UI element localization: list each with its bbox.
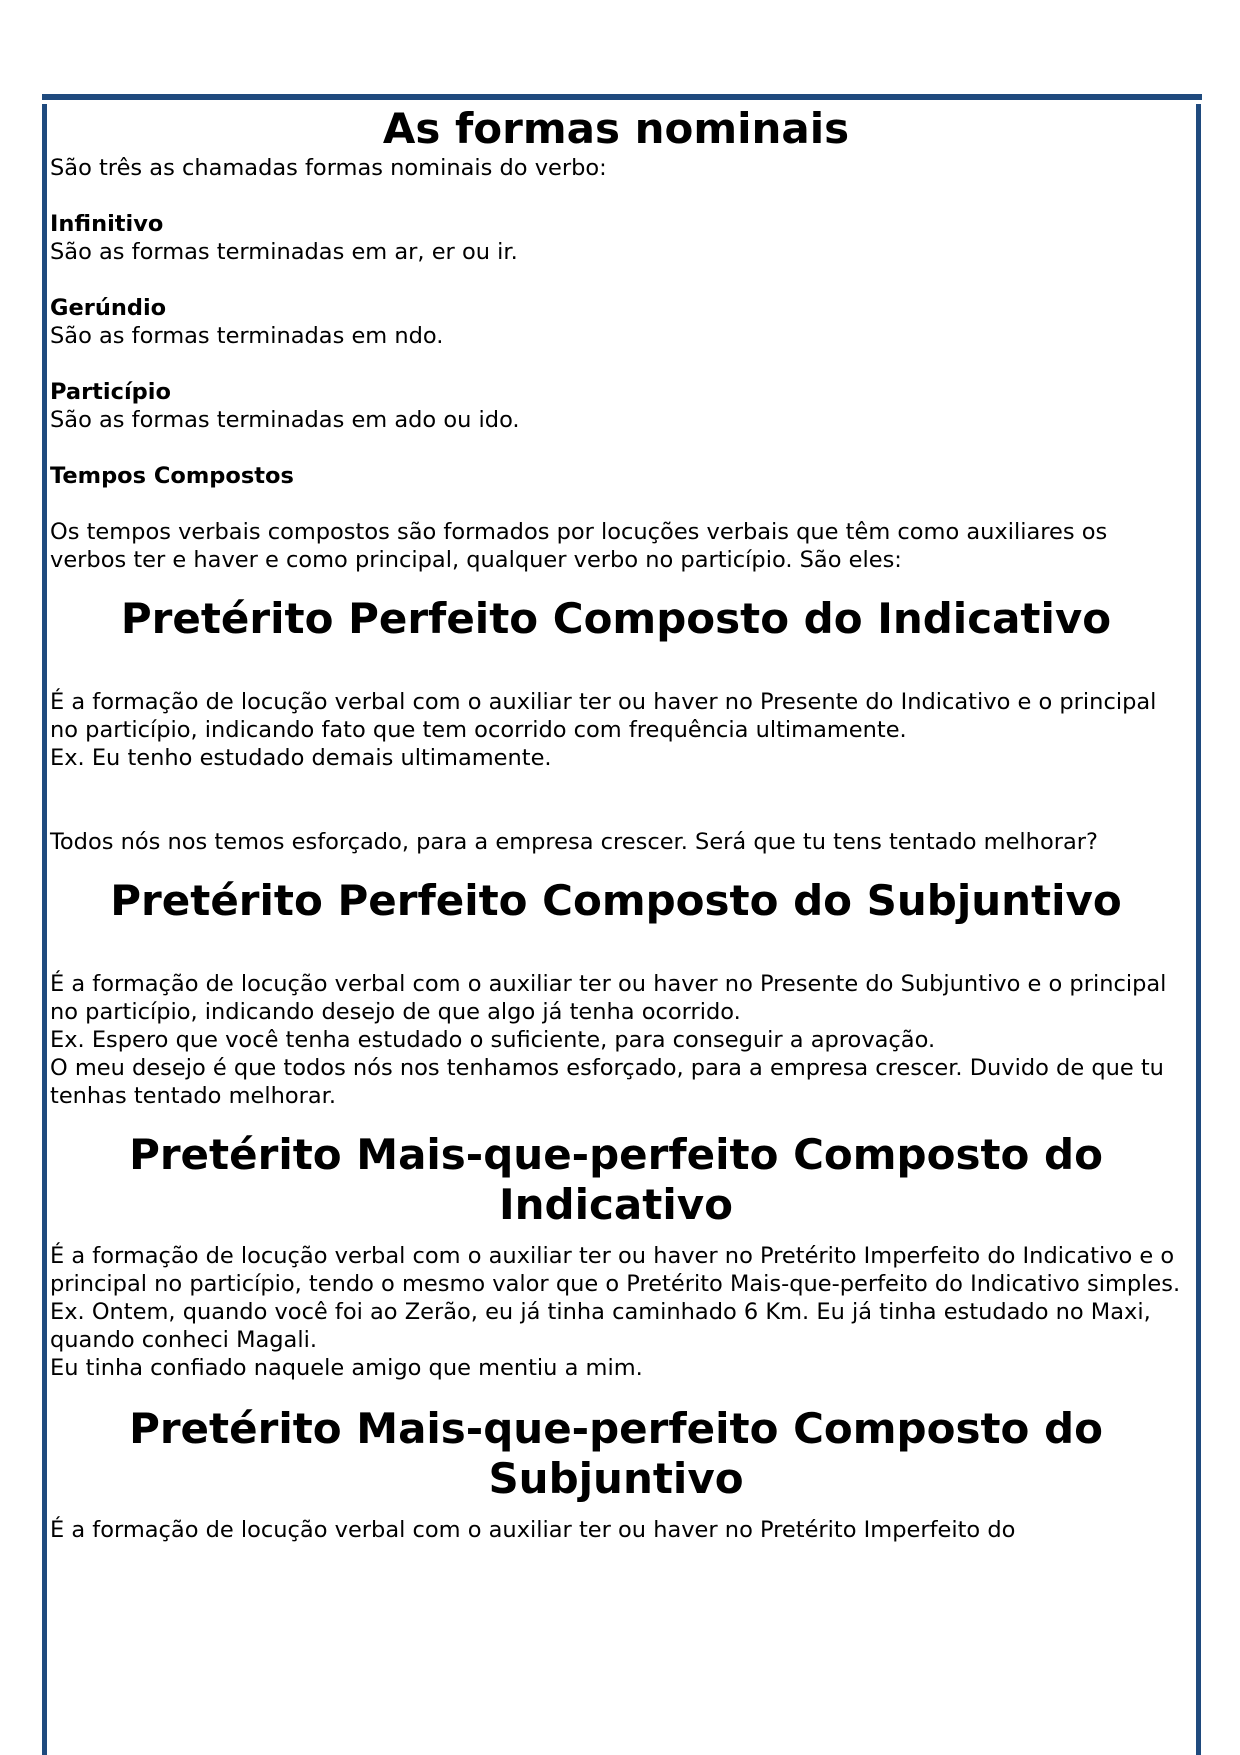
intro-text: São três as chamadas formas nominais do verbo:: [50, 155, 607, 181]
document-body: [50, 104, 1182, 1544]
form-description: São as formas terminadas em ndo.: [50, 323, 444, 349]
page-title: As formas nominais: [382, 104, 850, 153]
section-title: Pretérito Perfeito Composto do Subjuntivo: [110, 876, 1122, 925]
form-gerundio: [50, 294, 1182, 350]
section-paragraph: É a formação de locução verbal com o auxiliar ter ou haver no Pretérito Imperfeito do: [50, 1517, 1016, 1543]
section-example: Ex. Eu tenho estudado demais ultimamente.: [50, 745, 552, 771]
section-title: Pretérito Perfeito Composto do Indicativo: [120, 594, 1112, 643]
right-border: [1196, 104, 1201, 1755]
top-border: [42, 94, 1202, 100]
section-title: Pretérito Mais-que-perfeito Composto do Subjuntivo: [129, 1404, 1103, 1503]
form-term: Gerúndio: [50, 295, 167, 321]
form-description: São as formas terminadas em ar, er ou ir.: [50, 239, 518, 265]
section-paragraph: Eu tinha confiado naquele amigo que mentiu a mim.: [50, 1355, 643, 1381]
form-term: Particípio: [50, 379, 171, 405]
section-paragraph: É a formação de locução verbal com o auxiliar ter ou haver no Presente do Subjuntivo e o principal no particípio, indicando desejo de que algo já tenha ocorrido.: [50, 971, 1167, 1025]
left-border: [42, 104, 47, 1755]
section-paragraph: É a formação de locução verbal com o auxiliar ter ou haver no Presente do Indicativo e o principal no particípio, indicando fato que tem ocorrido com frequência ultimamente.: [50, 689, 1157, 743]
form-description: São as formas terminadas em ado ou ido.: [50, 407, 520, 433]
form-participio: [50, 378, 1182, 434]
section-paragraph: É a formação de locução verbal com o auxiliar ter ou haver no Pretérito Imperfeito do Indicativo e o principal no particípio, tendo o mesmo valor que o Pretérito Mais-que-perfeito do Indicativo simples.: [50, 1243, 1181, 1297]
form-term: Infinitivo: [50, 211, 164, 237]
section-title: Pretérito Mais-que-perfeito Composto do Indicativo: [129, 1130, 1103, 1229]
compound-heading: Tempos Compostos: [50, 463, 294, 489]
section-example: Ex. Espero que você tenha estudado o suficiente, para conseguir a aprovação.: [50, 1027, 936, 1053]
section-extra: Todos nós nos temos esforçado, para a empresa crescer. Será que tu tens tentado melhorar?: [50, 829, 1098, 855]
form-infinitivo: [50, 210, 1182, 266]
section-paragraph: O meu desejo é que todos nós nos tenhamos esforçado, para a empresa crescer. Duvido de que tu tenhas tentado melhorar.: [50, 1055, 1164, 1109]
compound-intro: Os tempos verbais compostos são formados por locuções verbais que têm como auxiliares os verbos ter e haver e como principal, qualquer verbo no particípio. São eles:: [50, 519, 1108, 573]
section-example: Ex. Ontem, quando você foi ao Zerão, eu já tinha caminhado 6 Km. Eu já tinha estudado no Maxi, quando conheci Magali.: [50, 1299, 1151, 1353]
